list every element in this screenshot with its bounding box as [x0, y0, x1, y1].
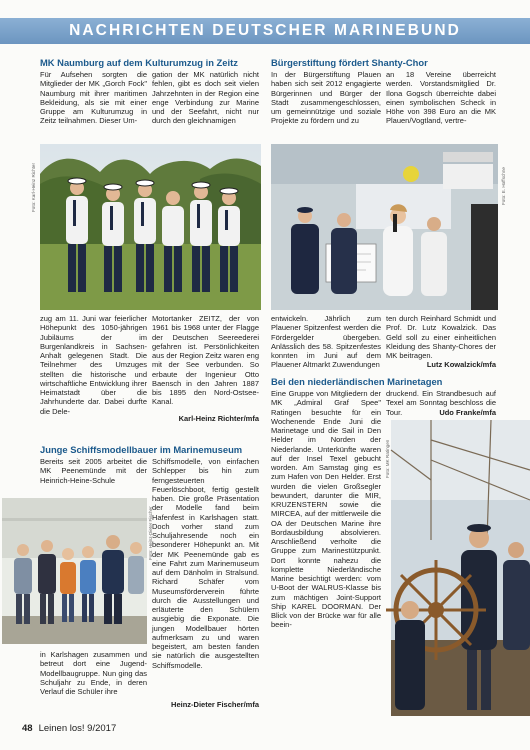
- article-author: Karl-Heinz Richter/mfa: [178, 414, 259, 423]
- article-text: Schiffsmodelle, von einfachen Schlepper bis hin zum ferngesteuerten Feuerlöschboot, fertig gestellt haben. Die große Präsentation der Modelle fand beim Hafenfest in Karlshagen statt. Doch vorher stand zum Schuljahresende noch ein besonderer Höhepunkt an. Mit der MK Peenemünde gab es eine Fahrt zum Marinemuseum auf dem Dänholm in Stralsund. Richard Schäfer vom Museumsförderverein führte durch die Ausstellungen und erläuterte den Schülern ausgiebig die Exponate. Die jungen Modellbauer hörten aufmerksam zu und waren begeistert, am besten fanden sie natürlich die ausgestellten Schiffsmodelle.: [152, 457, 259, 670]
- article-text: Für Aufsehen sorgten die Mitglieder der MK „Gorch Fock" Naumburg mit ihrer maritimen Bekleidung, als sie mit einer Gruppe am Kulturumzug in Zeitz teilnahmen. Dieser Um-: [40, 70, 147, 126]
- ship-wheel-photo: [391, 420, 530, 716]
- article-author: Lutz Kowalzick/mfa: [426, 360, 496, 369]
- page-number: 48: [22, 723, 33, 734]
- student-group-photo: [2, 498, 147, 644]
- article-headline: Bürgerstiftung fördert Shanty-Chor: [271, 57, 428, 68]
- photo-credit: Foto: Karl-Heinz Richter: [31, 162, 36, 212]
- article-text: druckend. Ein Strandbesuch auf Texel am Sonntag beschloss die Tour.: [386, 389, 496, 417]
- article-text: Bereits seit 2005 arbeitet die MK Peenemünde mit der Heinrich-Heine-Schule: [40, 457, 147, 485]
- article-text: Motortanker ZEITZ, der von 1961 bis 1968 unter der Flagge der Deutschen Seereederei gefahren ist. Persönlichkeiten aus der Region Zeitz waren eng mit der See verbunden. So erbaute der Ingenieur Otto Baensch in den Jahren 1887 bis 1895 den Nord-Ostsee-Kanal.: [152, 314, 259, 407]
- group-photo-mk-naumburg: [40, 144, 261, 310]
- issue-label: Leinen los! 9/2017: [38, 723, 117, 734]
- photo-credit: Foto: E. Hoffschne: [501, 167, 506, 205]
- article-headline: MK Naumburg auf dem Kulturumzug in Zeitz: [40, 57, 238, 68]
- shanty-chor-cheque-photo: [271, 144, 498, 310]
- article-author: Udo Franke/mfa: [439, 408, 496, 417]
- article-author: Heinz-Dieter Fischer/mfa: [171, 700, 259, 709]
- article-text: entwickeln. Jährlich zum Plauener Spitzenfest werden die Fördergelder übergeben. Anlässlich des 58. Spitzenfestes konnten im Juni auf dem Plauener Altmarkt Zuwendungen: [271, 314, 381, 370]
- photo-credit: Foto: Heinz-Dieter Fischer: [148, 506, 153, 560]
- photo-credit: Foto: MK Ratingen: [385, 439, 390, 478]
- article-text: Eine Gruppe von Mitgliedern der MK „Admiral Graf Spee" Ratingen besuchte für ein Wochenende Ende Juni die Marinetage und die Sail in Den Helder im Norden der Niederlande. Unterkünfte waren auf der Insel Texel gebucht worden. Am Samstag ging es zum Hafen von Den Helder. Erst wurden die vielen Großsegler bewundert, darunter die MIR, KRUZENSTERN sowie die MIRCEA, auf der mittlerweile die OA der Deutschen Marine ihre Bordausbildung absolvieren. Anschließend verholte die Gruppe zum Marinestützpunkt. Dort konnte nahezu die komplette Niederländische Marine besichtigt werden: vom U-Boot der WALRUS-Klasse bis zum mächtigen Joint-Support Ship KAREL DOORMAN. Der Blick von der Brücke war für alle beein-: [271, 389, 381, 630]
- article-headline: Bei den niederländischen Marinetagen: [271, 376, 443, 387]
- article-text: zug am 11. Juni war feierlicher Höhepunkt des 1050-jährigen Jubiläums der im Burgenlandkreis in Sachsen-Anhalt gelegenen Stadt. Die Teilnehmer des Umzuges stellten die historische und wirtschaftliche Entwicklung ihrer Heimatstadt über die Jahrhunderte dar. Dabei durfte die Dele-: [40, 314, 147, 416]
- article-text: In der Bürgerstiftung Plauen haben sich seit 2012 engagierte Bürgerinnen und Bürger der Stadt zusammengeschlossen, um gemeinnützige und soziale Projekte zu fördern und zu: [271, 70, 381, 126]
- article-text: gation der MK natürlich nicht fehlen, gibt es doch seit vielen Jahrzehnten in der Region eine enge Verbindung zur Marine und der Seefahrt, nicht nur durch den gleichnamigen: [152, 70, 259, 126]
- page-footer: [22, 723, 116, 734]
- article-text: an 18 Vereine überreicht werden. Vorstandsmitglied Dr. Ilona Gogsch überreichte dabei einen symbolischen Scheck in Höhe von 398 Euro an die MK Plauen/Vogtland, vertre-: [386, 70, 496, 126]
- section-banner: NACHRICHTEN DEUTSCHER MARINEBUND: [0, 18, 530, 44]
- article-headline: Junge Schiffsmodellbauer im Marinemuseum: [40, 444, 243, 455]
- article-text: ten durch Reinhard Schmidt und Prof. Dr. Lutz Kowalzick. Das Geld soll zu einer einheitlichen Kleidung des Shanty-Chores der MK beitragen.: [386, 314, 496, 360]
- article-text: in Karlshagen zusammen und betreut dort eine Jugend-Modellbaugruppe. Nun ging das Schuljahr zu Ende, in deren Verlauf die Schüler ihre: [40, 650, 147, 696]
